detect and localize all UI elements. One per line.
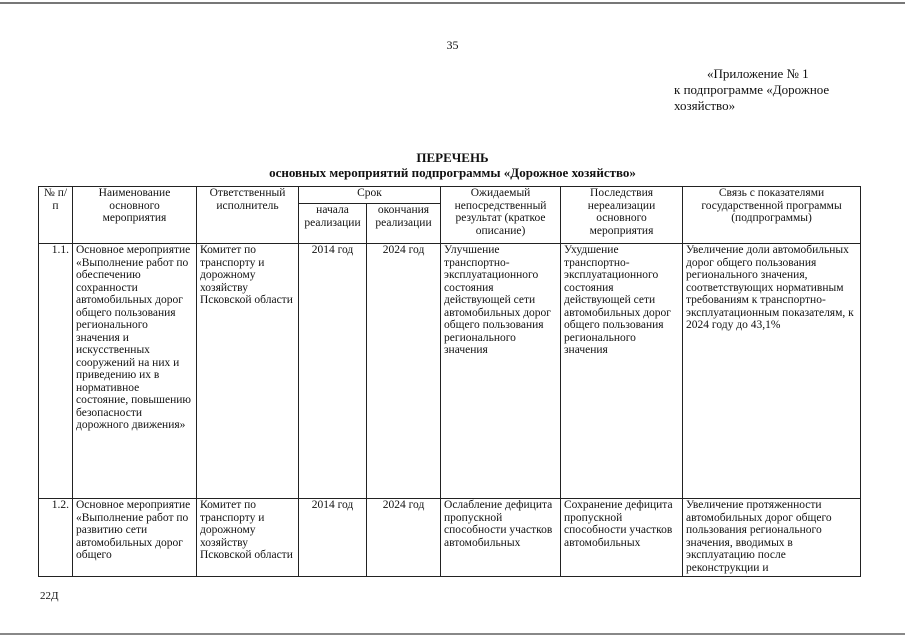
cell-end: 2024 год	[367, 499, 441, 577]
document-title	[0, 150, 905, 180]
scan-edge-top	[0, 2, 905, 4]
table-row	[39, 499, 861, 577]
cell-end: 2024 год	[367, 244, 441, 499]
cell-expected: Улучшение транспортно-эксплуатационного состояния действующей сети автомобильных дорог общего пользования регионального значения	[441, 244, 561, 499]
cell-start: 2014 год	[299, 244, 367, 499]
header-name: Наименование основного мероприятия	[73, 187, 197, 244]
cell-consequences: Сохранение дефицита пропускной способности участков автомобильных	[561, 499, 683, 577]
header-term: Срок	[299, 187, 441, 204]
appendix-line-3: хозяйство»	[674, 98, 736, 113]
cell-name: Основное мероприятие «Выполнение работ по развитию сети автомобильных дорог общего	[73, 499, 197, 577]
cell-executor: Комитет по транспорту и дорожному хозяйству Псковской области	[197, 499, 299, 577]
cell-expected: Ослабление дефицита пропускной способности участков автомобильных	[441, 499, 561, 577]
header-end: окончания реализации	[367, 204, 441, 244]
header-link: Связь с показателями государственной программы (подпрограммы)	[683, 187, 861, 244]
title-line-1: ПЕРЕЧЕНЬ	[416, 150, 489, 165]
page-number: 35	[446, 38, 459, 52]
header-expected: Ожидаемый непосредственный результат (краткое описание)	[441, 187, 561, 244]
cell-link: Увеличение доли автомобильных дорог общего пользования регионального значения, соответствующих нормативным требованиям к транспортно-эксплуатационным показателям, к 2024 году до 43,1%	[683, 244, 861, 499]
appendix-line-1: «Приложение № 1	[707, 66, 809, 81]
header-num: № п/п	[39, 187, 73, 244]
cell-start: 2014 год	[299, 499, 367, 577]
table-row	[39, 244, 861, 499]
cell-name: Основное мероприятие «Выполнение работ по обеспечению сохранности автомобильных дорог общего пользования регионального значения и искусственных сооружений на них и приведению их в нормативное состояние, повышению безопасности дорожного движения»	[73, 244, 197, 499]
appendix-line-2: к подпрограмме «Дорожное	[674, 82, 830, 97]
cell-consequences: Ухудшение транспортно-эксплуатационного состояния действующей сети автомобильных дорог общего пользования регионального значения	[561, 244, 683, 499]
header-consequences: Последствия нереализации основного мероприятия	[561, 187, 683, 244]
header-executor: Ответственный исполнитель	[197, 187, 299, 244]
title-line-2: основных мероприятий подпрограммы «Дорожное хозяйство»	[269, 165, 636, 180]
footer-code: 22Д	[40, 590, 59, 602]
cell-num: 1.2.	[39, 499, 73, 577]
measures-table	[38, 186, 861, 577]
scan-edge-bottom	[0, 633, 905, 635]
cell-executor: Комитет по транспорту и дорожному хозяйству Псковской области	[197, 244, 299, 499]
cell-num: 1.1.	[39, 244, 73, 499]
header-start: начала реализации	[299, 204, 367, 244]
cell-link: Увеличение протяженности автомобильных дорог общего пользования регионального значения, вводимых в эксплуатацию после реконструкции и	[683, 499, 861, 577]
appendix-note	[674, 66, 829, 114]
